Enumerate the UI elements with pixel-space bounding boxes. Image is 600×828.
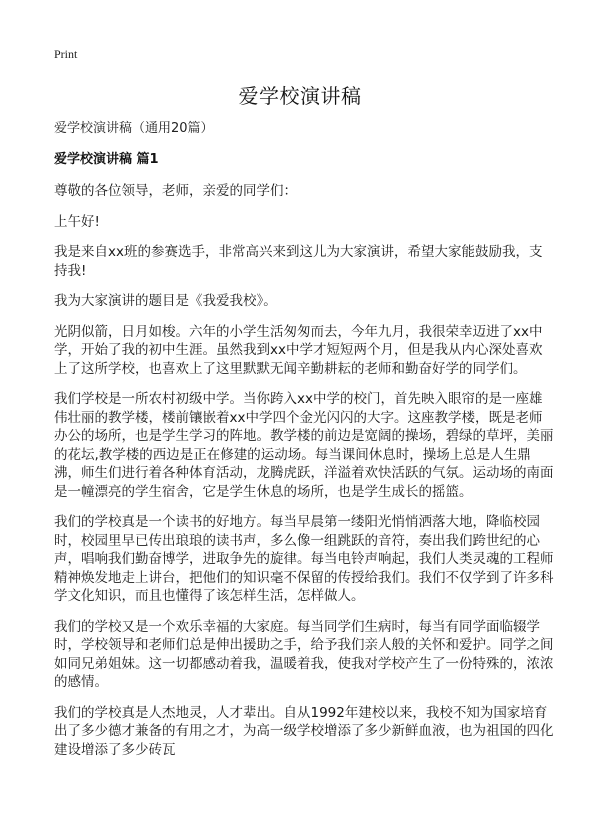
paragraph-body: 我们的学校真是一个读书的好地方。每当早晨第一缕阳光悄悄洒落大地，降临校园时，校园里早已传出琅琅的读书声，多么像一组跳跃的音符，奏出我们跨世纪的心声，唱响我们勤奋博学，进取争先的旋律。每当电铃声响起，我们人类灵魂的工程师精神焕发地走上讲台，把他们的知识毫不保留的传授给我们。我们不仅学到了许多科学文化知识，而且也懂得了该怎样生活，怎样做人。 [54, 514, 554, 604]
paragraph-salutation: 上午好! [54, 213, 100, 230]
paragraph-intro: 我是来自xx班的参赛选手，非常高兴来到这儿为大家演讲，希望大家能鼓励我，支持我! [54, 244, 543, 279]
paragraph-body: 我们学校是一所农村初级中学。当你跨入xx中学的校门，首先映入眼帘的是一座雄伟壮丽的教学楼，楼前镶嵌着xx中学四个金光闪闪的大字。这座教学楼，既是老师办公的场所，也是学生学习的阵地。教学楼的前边是宽阔的操场，碧绿的草坪，美丽的花坛,教学楼的西边是正在修建的运动场。每当课间休息时，操场上总是人生鼎沸，师生们进行着各种体育活动，龙腾虎跃，洋溢着欢快活跃的气氛。运动场的南面是一幢漂亮的学生宿舍，它是学生休息的场所，也是学生成长的摇篮。 [54, 391, 554, 500]
paragraph-topic: 我为大家演讲的题目是《我爱我校》。 [54, 293, 277, 309]
document-body [54, 120, 554, 771]
page-title: 爱学校演讲稿 [238, 84, 362, 108]
document-subtitle: 爱学校演讲稿（通用20篇） [54, 121, 214, 136]
paragraph-greeting: 尊敬的各位领导，老师，亲爱的同学们： [54, 183, 297, 199]
paragraph-body: 我们的学校真是人杰地灵，人才辈出。自从1992年建校以来，我校不知为国家培育出了多少德才兼备的有用之才，为高一级学校增添了多少新鲜血液，也为祖国的四化建设增添了多少砖瓦 [54, 704, 554, 758]
paragraph-body: 光阴似箭，日月如梭。六年的小学生活匆匆而去，今年九月，我很荣幸迈进了xx中学，开始了我的初中生涯。虽然我到xx中学才短短两个月，但是我从内心深处喜欢上了这所学校，也喜欢上了这里默默无闻辛勤耕耘的老师和勤奋好学的同学们。 [54, 323, 543, 377]
paragraph-body: 我们的学校又是一个欢乐幸福的大家庭。每当同学们生病时，每当有同学面临辍学时，学校领导和老师们总是伸出援助之手，给予我们亲人般的关怀和爱护。同学之间如同兄弟姐妹。这一切都感动着我，温暖着我，使我对学校产生了一份特殊的，浓浓的感情。 [54, 618, 554, 690]
section-heading: 爱学校演讲稿 篇1 [54, 152, 159, 167]
print-link[interactable]: Print [54, 47, 78, 61]
